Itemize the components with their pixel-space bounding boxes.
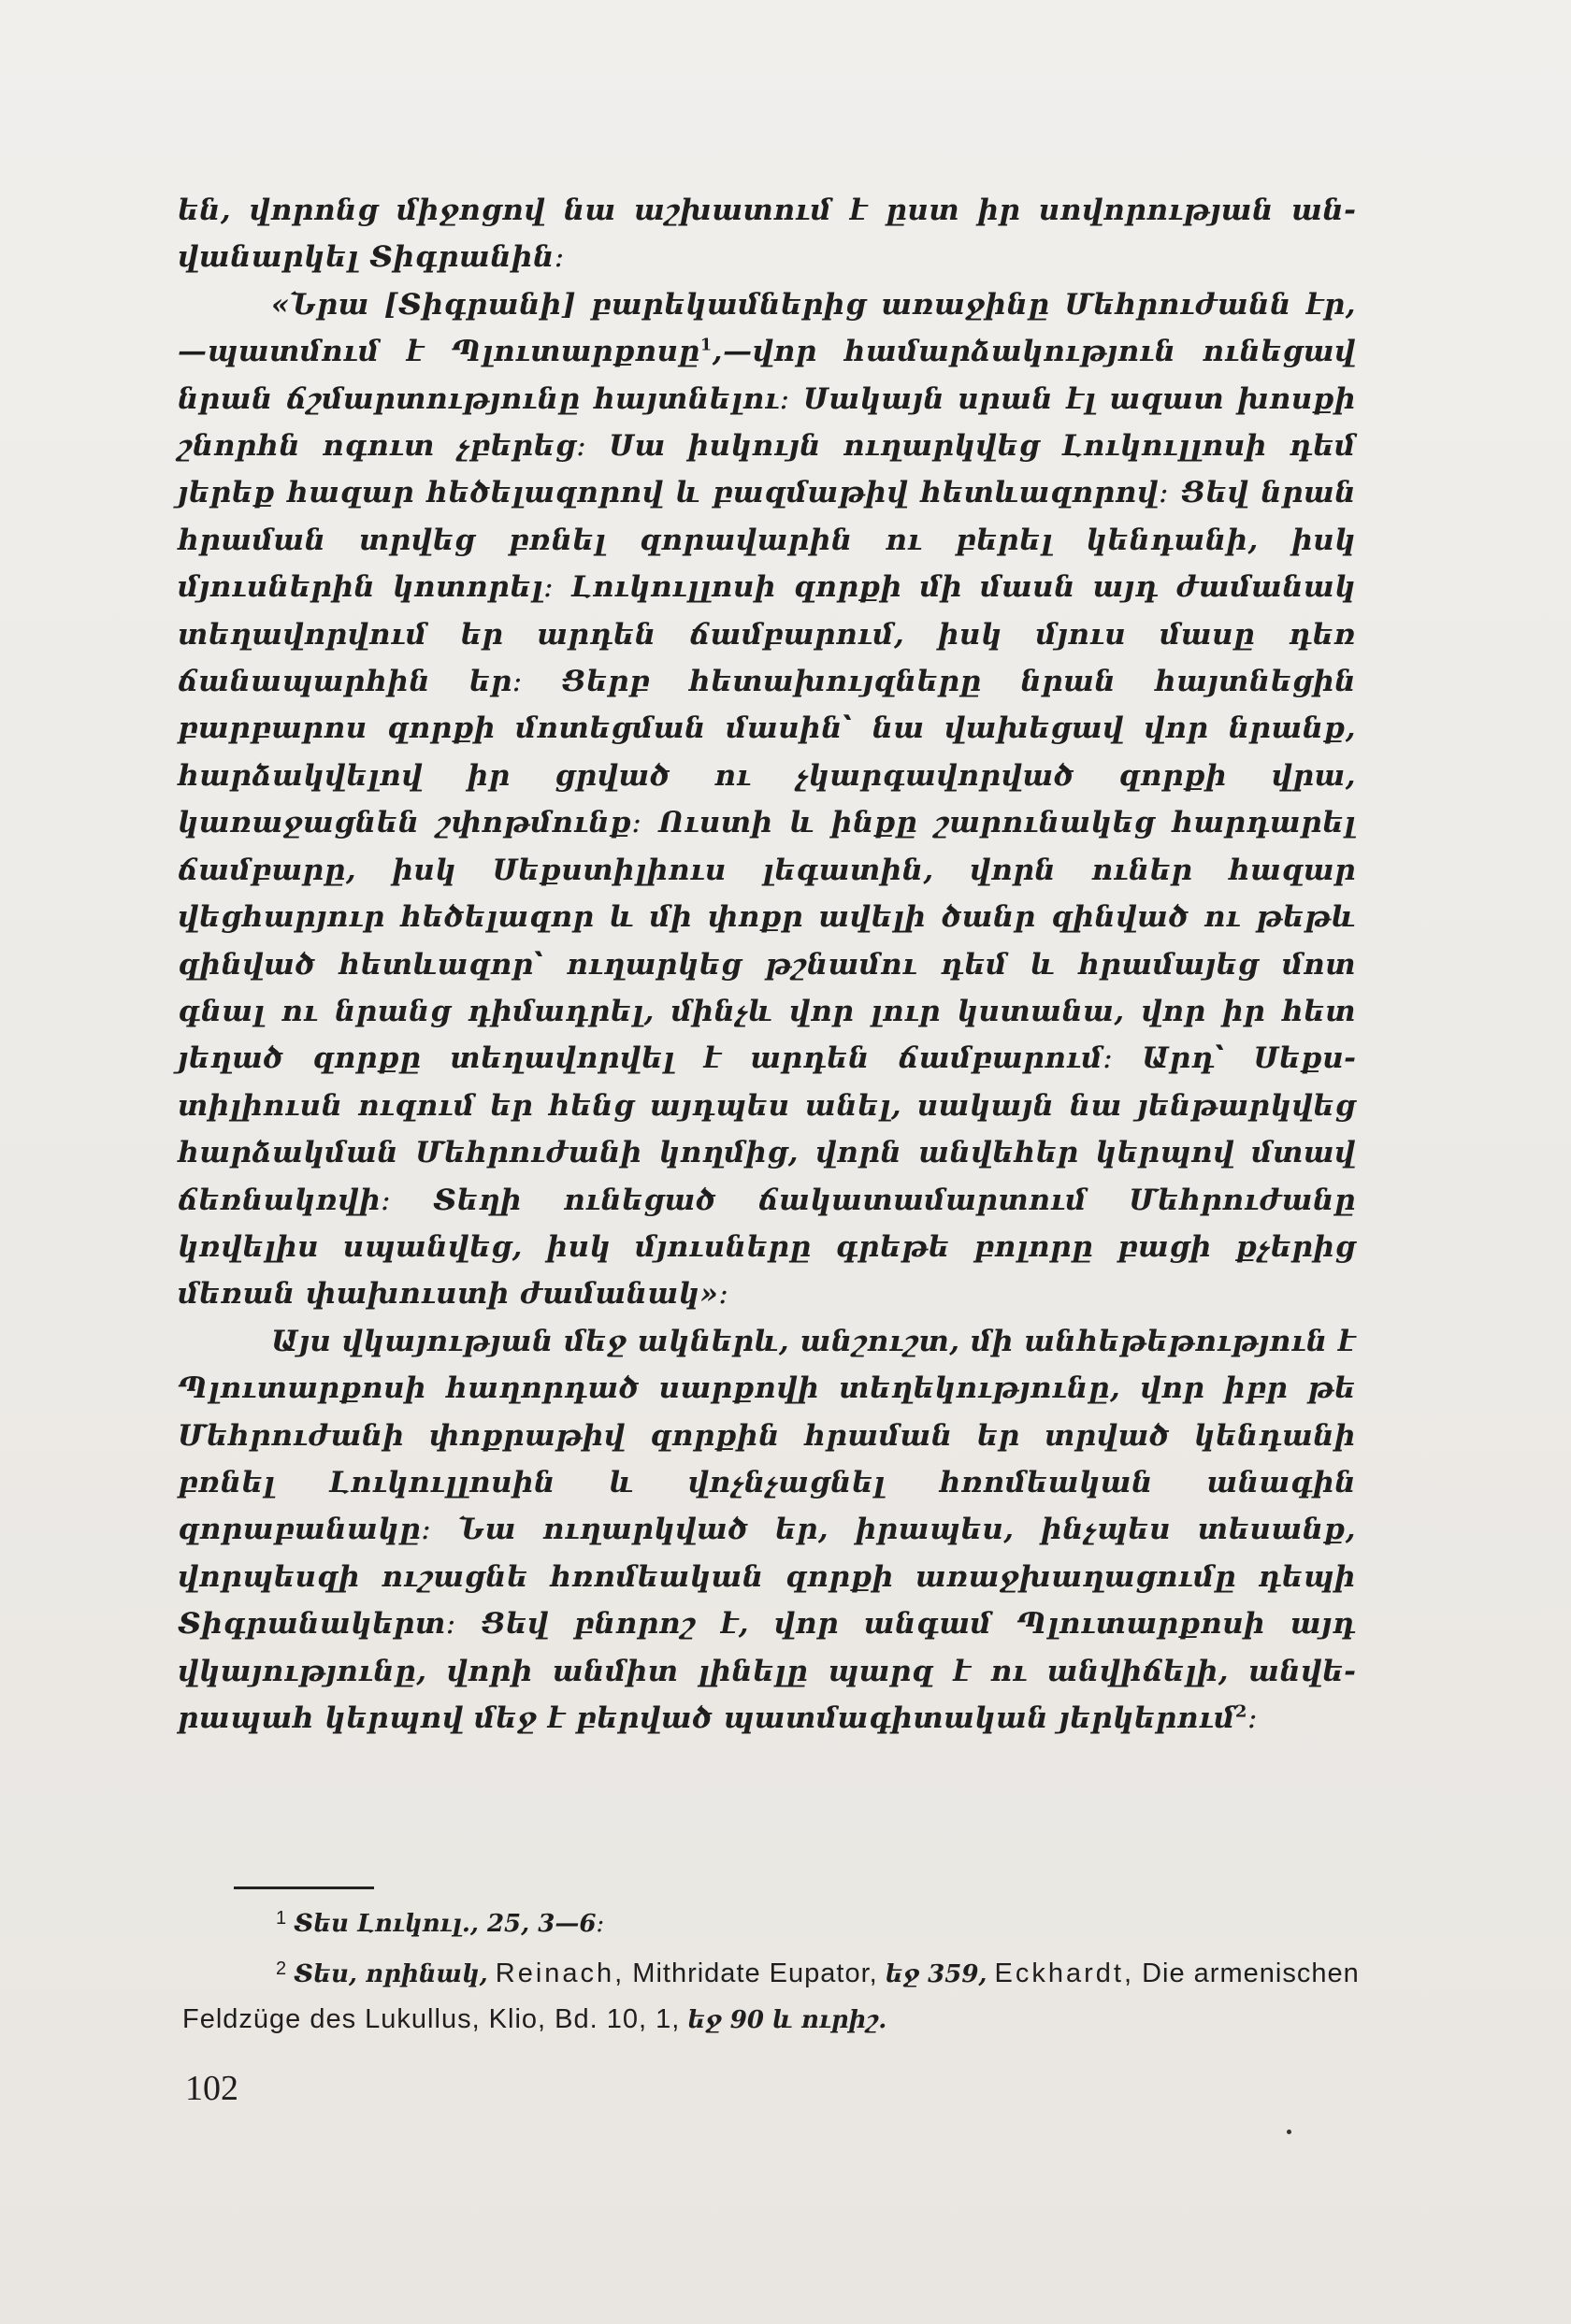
plutarch-quote-paragraph (178, 281, 1356, 1318)
footnote-1-number: 1 (276, 1908, 287, 1929)
footnote-2-author-eckhardt: Eckhardt, (994, 1958, 1135, 1988)
intro-text: են, վորոնց միջոցով նա աշխատում է ըստ իր սովորության անվանարկել Տիգրանին։ (178, 194, 1356, 275)
main-text (178, 187, 1356, 1742)
footnote-2-page-359: եջ 359, (885, 1960, 987, 1988)
analysis-paragraph (178, 1318, 1356, 1743)
analysis-end: ։ (1247, 1701, 1258, 1735)
footnote-2-title-feldzuge: Die armenischen Feldzüge des Lukullus, Klio, Bd. 10, 1, (182, 1958, 1360, 2034)
footnote-2 (182, 1946, 1361, 2043)
footnote-2-number: 2 (276, 1958, 287, 1979)
footnote-2-title-mithridate: Mithridate Eupator, (632, 1958, 878, 1988)
footnote-2-author-reinach: Reinach, (495, 1958, 626, 1988)
analysis-text: Այս վկայության մեջ ակներև, անշուշտ, մի անհեթեթություն է Պլուտարքոսի հաղորդած սարքովի տեղեկությունը, վոր իբր թե Մեհրուժանի փոքրաթիվ զորքին հրաման եր տրված կենդանի բռնել Լուկուլլոսին և վոչնչացնել հռոմեական անագին զորաբանակը։ Նա ուղարկված եր, իրապես, ինչպես տեսանք, վորպեսզի ուշացնե հռոմեական զորքի առաջխաղացումը դեպի Տիգրանակերտ։ Ցեվ բնորոշ է, վոր անգամ Պլուտարքոսի այդ վկայությունը, վորի անմիտ լինելը պարզ է ու անվիճելի, անվերապահ կերպով մեջ է բերված պատմագիտական յերկերում (178, 1324, 1356, 1735)
footnote-2-see: Տես, որինակ, (294, 1960, 488, 1988)
footnote-ref-1: 1 (699, 335, 713, 355)
page-number: 102 (185, 2069, 238, 2108)
intro-paragraph (178, 187, 1356, 281)
footnotes (182, 1896, 1361, 2043)
footnote-2-page-90: եջ 90 և ուրիշ. (687, 2006, 887, 2034)
quote-text-rest: ,—վոր համարձակություն ունեցավ նրան ճշմարտությունը հայտնելու։ Սակայն սրան էլ ազատ խոսքի շնորհն ոգուտ չբերեց։ Սա իսկույն ուղարկվեց Լուկուլլոսի դեմ յերեք հազար հեծելազորով և բազմաթիվ հետևազորով։ Ցեվ նրան հրաման տրվեց բռնել զորավարին ու բերել կենդանի, իսկ մյուսներին կոտորել։ Լուկուլլոսի զորքի մի մասն այդ ժամանակ տեղավորվում եր արդեն ճամբարում, իսկ մյուս մասը դեռ ճանապարհին եր։ Ցերբ հետախույզները նրան հայտնեցին բարբարոս զորքի մոտեցման մասին՝ նա վախեցավ վոր նրանք, հարձակվելով իր ցրված ու չկարգավորված զորքի վրա, կառաջացնեն շփոթմունք։ Ուստի և ինքը շարունակեց հարդարել ճամբարը, իսկ Սեքստիլիուս լեգատին, վորն ուներ հազար վեցհարյուր հեծելազոր և մի փոքր ավելի ծանր զինված ու թեթև զինված հետևազոր՝ ուղարկեց թշնամու դեմ և հրամայեց մոտ գնալ ու նրանց դիմադրել, մինչև վոր լուր կստանա, վոր իր հետ յեղած զորքը տեղավորվել է արդեն ճամբարում։ Արդ՝ Սեքստիլիուսն ուզում եր հենց այդպես անել, սակայն նա յենթարկվեց հարձակման Մեհրուժանի կողմից, վորն անվեհեր կերպով մտավ ճեռնակռվի։ Տեղի ունեցած ճակատամարտում Մեհրուժանը կռվելիս սպանվեց, իսկ մյուսները գրեթե բոլորը բացի քչերից մեռան փախուստի ժամանակ»։ (178, 335, 1356, 1312)
print-speck (1287, 2130, 1291, 2134)
footnote-1-text: Տես Լուկուլ., 25, 3—6։ (294, 1910, 605, 1938)
footnote-1 (182, 1896, 1361, 1946)
footnote-ref-2: 2 (1234, 1701, 1247, 1722)
footnote-divider (234, 1886, 374, 1889)
quote-text-start: «Նրա [Տիգրանի] բարեկամներից առաջինը Մեհրուժանն էր,—պատմում է Պլուտարքոսը (178, 287, 1356, 369)
